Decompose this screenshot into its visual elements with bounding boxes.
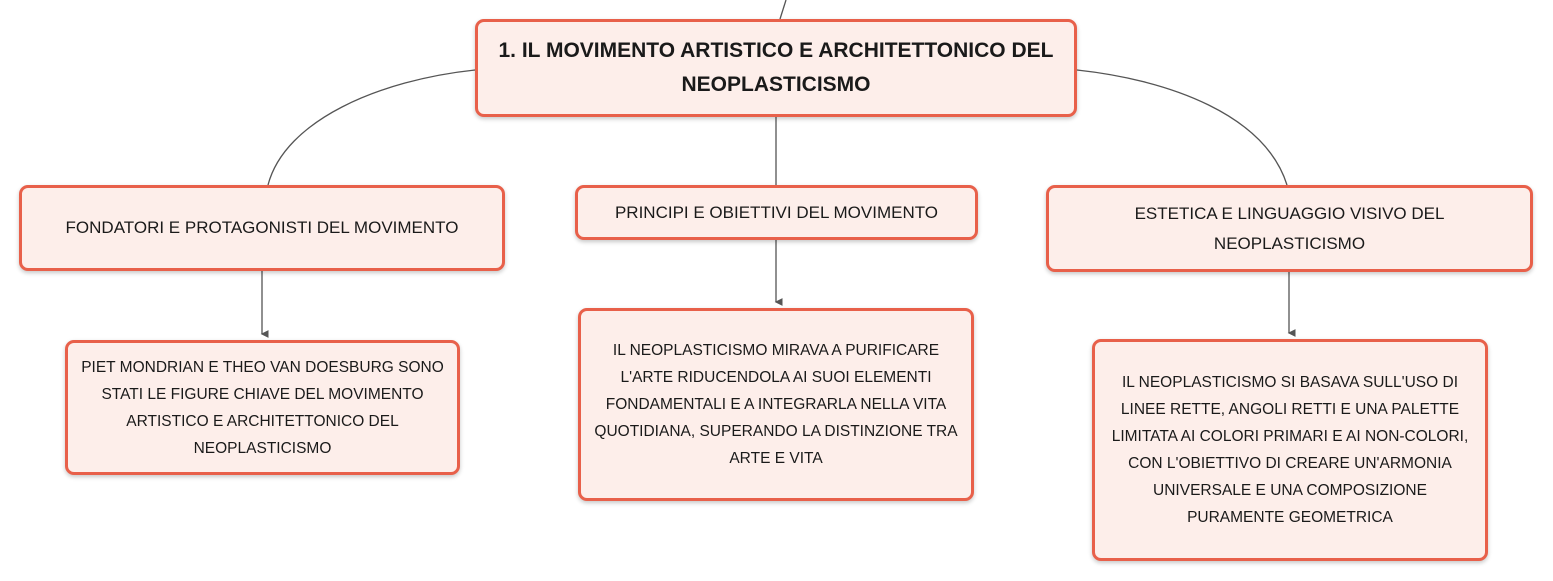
connector-root-to-right-topic <box>1077 70 1287 185</box>
root-node-title: 1. IL MOVIMENTO ARTISTICO E ARCHITETTONICO DEL NEOPLASTICISMO <box>498 39 1054 96</box>
detail-node-aesthetics-text: IL NEOPLASTICISMO SI BASAVA SULL'USO DI LINEE RETTE, ANGOLI RETTI E UNA PALETTE LIMITATA AI COLORI PRIMARI E AI NON-COLORI, CON L'OBIETTIVO DI CREARE UN'ARMONIA UNIVERSALE E UNA COMPOSIZIONE PURAMENTE GEOMETRICA <box>1111 374 1469 526</box>
detail-node-founders[interactable] <box>65 340 460 475</box>
detail-node-principles-text: IL NEOPLASTICISMO MIRAVA A PURIFICARE L'ARTE RIDUCENDOLA AI SUOI ELEMENTI FONDAMENTALI E A INTEGRARLA NELLA VITA QUOTIDIANA, SUPERANDO LA DISTINZIONE TRA ARTE E VITA <box>594 342 958 467</box>
topic-node-founders[interactable] <box>19 185 505 271</box>
detail-node-aesthetics[interactable] <box>1092 339 1488 561</box>
detail-node-principles[interactable] <box>578 308 974 501</box>
root-node[interactable] <box>475 19 1077 117</box>
detail-node-founders-text: PIET MONDRIAN E THEO VAN DOESBURG SONO STATI LE FIGURE CHIAVE DEL MOVIMENTO ARTISTICO E ARCHITETTONICO DEL NEOPLASTICISMO <box>81 358 444 457</box>
topic-node-principles-label: PRINCIPI E OBIETTIVI DEL MOVIMENTO <box>614 202 939 222</box>
topic-node-aesthetics[interactable] <box>1046 185 1533 272</box>
connector-parent-to-root <box>780 0 786 19</box>
topic-node-principles[interactable] <box>575 185 978 240</box>
topic-node-aesthetics-label: ESTETICA E LINGUAGGIO VISIVO DEL NEOPLASTICISMO <box>1134 203 1445 253</box>
connector-root-to-left-topic <box>268 70 475 185</box>
topic-node-founders-label: FONDATORI E PROTAGONISTI DEL MOVIMENTO <box>65 218 459 237</box>
